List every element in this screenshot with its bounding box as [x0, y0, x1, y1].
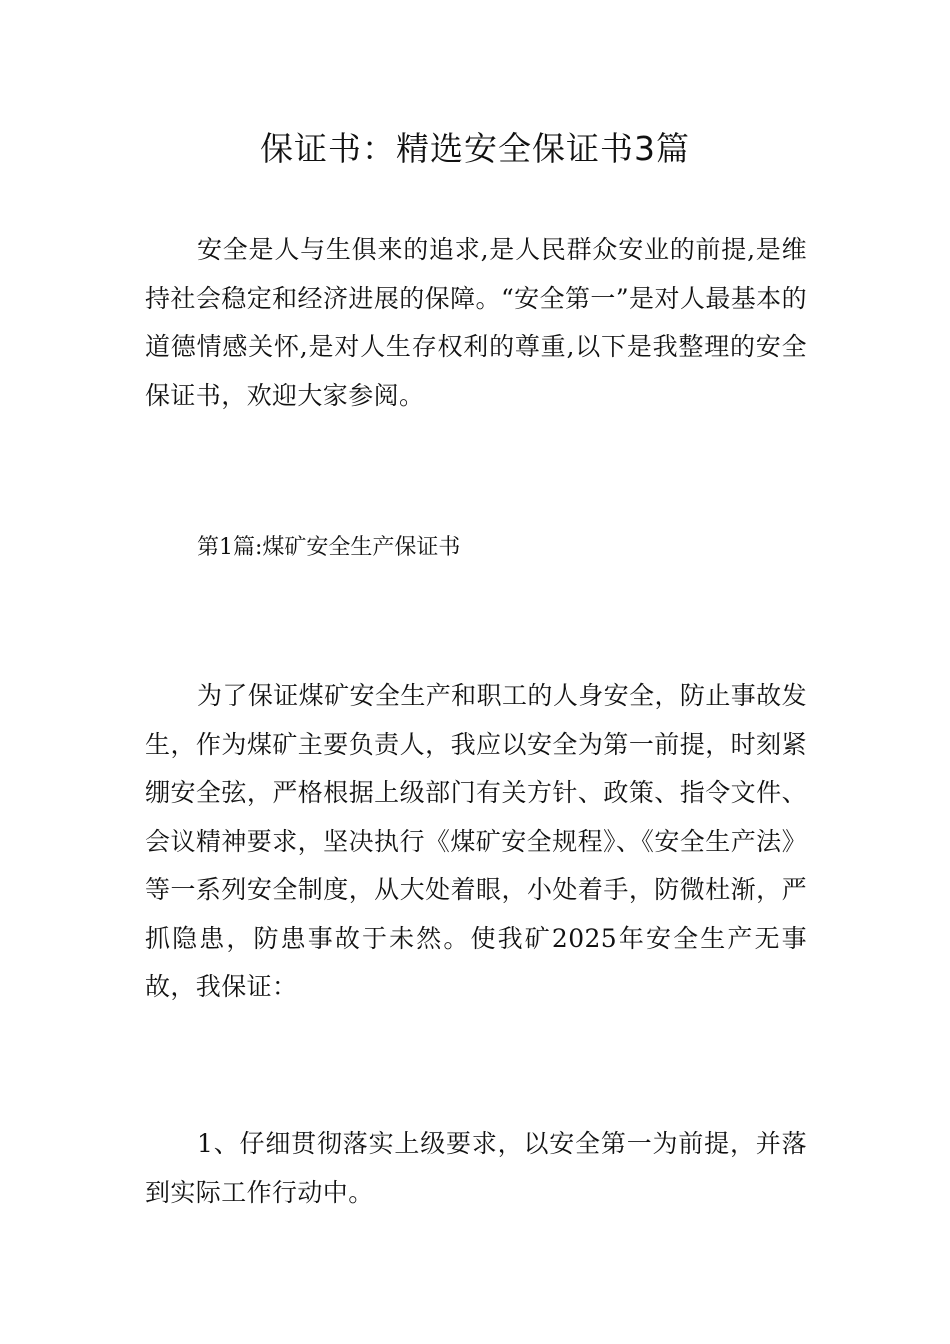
- section-body-paragraph: 为了保证煤矿安全生产和职工的人身安全，防止事故发生，作为煤矿主要负责人，我应以安全为第一前提，时刻紧绷安全弦，严格根据上级部门有关方针、政策、指令文件、会议精神要求，坚决执行《煤矿安全规程》、《安全生产法》等一系列安全制度，从大处着眼，小处着手，防微杜渐，严抓隐患，防患事故于未然。使我矿2025年安全生产无事故，我保证：: [145, 681, 807, 1001]
- intro-paragraph: 安全是人与生俱来的追求,是人民群众安业的前提,是维持社会稳定和经济进展的保障。“安全第一”是对人最基本的道德情感关怀,是对人生存权利的尊重,以下是我整理的安全保证书，欢迎大家参阅。: [145, 235, 807, 410]
- list-item-paragraph: 1、仔细贯彻落实上级要求，以安全第一为前提，并落到实际工作行动中。: [145, 1129, 807, 1207]
- document-title: 保证书：精选安全保证书3篇: [260, 129, 690, 168]
- section-heading: 第1篇:煤矿安全生产保证书: [197, 535, 461, 560]
